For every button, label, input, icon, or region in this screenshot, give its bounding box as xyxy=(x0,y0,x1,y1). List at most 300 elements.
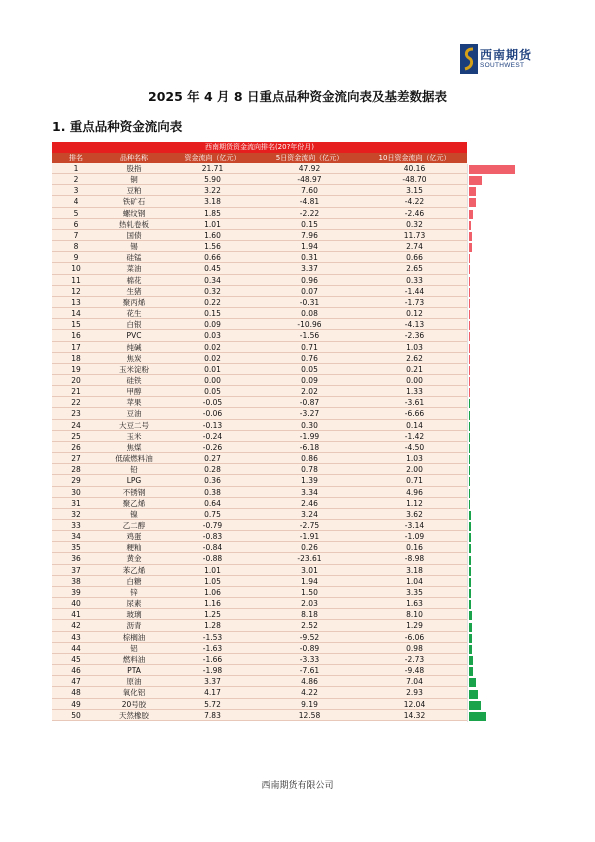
flow-10d-cell: 40.16 xyxy=(403,164,426,173)
name-cell: 花生 xyxy=(126,309,142,319)
table-row xyxy=(52,174,467,185)
rank-cell: 4 xyxy=(73,197,79,207)
rank-cell: 5 xyxy=(73,208,79,218)
rank-cell: 42 xyxy=(71,621,81,631)
table-row xyxy=(52,431,467,442)
name-cell: 铅 xyxy=(130,465,138,475)
flow-bar xyxy=(469,366,470,375)
table-row xyxy=(52,275,467,286)
rank-cell: 6 xyxy=(73,219,79,229)
name-cell: 天然橡胶 xyxy=(119,710,149,720)
table-row xyxy=(52,576,467,587)
rank-cell: 34 xyxy=(71,532,81,542)
flow-5d-cell: -1.99 xyxy=(299,431,320,441)
flow-bar xyxy=(469,288,470,297)
flow-cell: 0.38 xyxy=(204,487,221,497)
flow-5d-cell: 7.96 xyxy=(301,230,318,240)
flow-cell: 1.25 xyxy=(204,610,221,620)
table-row xyxy=(52,308,467,319)
flow-10d-cell: 1.12 xyxy=(406,498,423,508)
flow-cell: 0.34 xyxy=(204,275,221,285)
rank-cell: 49 xyxy=(71,699,81,709)
header-flow-5d: 5日资金流向（亿元） xyxy=(275,154,344,162)
name-cell: 白银 xyxy=(126,320,142,330)
flow-cell: 5.72 xyxy=(204,699,221,709)
flow-bar xyxy=(469,265,470,274)
flow-bar xyxy=(469,254,470,263)
flow-bar xyxy=(469,176,482,185)
flow-5d-cell: 0.76 xyxy=(301,353,318,363)
table-row xyxy=(52,353,467,364)
flow-cell: 0.01 xyxy=(204,364,221,374)
flow-5d-cell: 0.09 xyxy=(301,375,318,385)
table-row xyxy=(52,710,467,721)
flow-bar xyxy=(469,500,470,509)
table-row xyxy=(52,565,467,576)
flow-cell: -1.98 xyxy=(202,666,223,676)
flow-cell: 3.22 xyxy=(204,186,221,196)
flow-5d-cell: 4.22 xyxy=(301,688,318,698)
name-cell: 铁矿石 xyxy=(122,197,146,207)
rank-cell: 24 xyxy=(71,420,81,430)
name-cell: 棕榈油 xyxy=(122,632,146,642)
flow-10d-cell: -3.14 xyxy=(404,521,425,530)
rank-cell: 27 xyxy=(71,454,81,464)
flow-5d-cell: 2.03 xyxy=(301,599,318,609)
name-cell: 螺纹钢 xyxy=(122,208,146,218)
flow-bar xyxy=(469,522,471,531)
flow-10d-cell: -4.13 xyxy=(404,320,425,330)
flow-5d-cell: 0.08 xyxy=(301,309,318,319)
rank-cell: 18 xyxy=(71,353,81,363)
rank-cell: 45 xyxy=(71,654,81,664)
name-cell: 苹果 xyxy=(126,398,142,408)
rank-cell: 16 xyxy=(71,331,81,341)
rank-cell: 38 xyxy=(71,576,81,586)
rank-cell: 41 xyxy=(71,610,81,620)
name-cell: 粳籼 xyxy=(126,543,142,553)
flow-cell: 0.36 xyxy=(204,476,221,486)
header-flow: 资金流向（亿元） xyxy=(184,154,241,162)
flow-cell: -0.83 xyxy=(202,532,223,542)
flow-bar xyxy=(469,567,471,576)
rank-cell: 13 xyxy=(71,297,81,307)
flow-cell: 0.75 xyxy=(204,509,221,519)
flow-10d-cell: 0.00 xyxy=(406,375,423,385)
name-cell: 纯碱 xyxy=(126,342,142,352)
flow-cell: 1.60 xyxy=(204,230,221,240)
flow-bar xyxy=(469,332,470,341)
flow-5d-cell: 0.05 xyxy=(301,364,318,374)
flow-bar xyxy=(469,634,472,643)
flow-bar xyxy=(469,232,472,241)
rank-cell: 29 xyxy=(71,476,81,486)
rank-cell: 35 xyxy=(71,543,81,553)
name-cell: 氧化铝 xyxy=(122,688,146,698)
name-cell: 玉米淀粉 xyxy=(119,364,149,374)
flow-10d-cell: 0.33 xyxy=(406,275,423,285)
flow-cell: 0.03 xyxy=(204,331,221,341)
flow-10d-cell: 1.29 xyxy=(406,621,423,631)
flow-bar xyxy=(469,690,478,699)
table-row xyxy=(52,453,467,464)
flow-bar xyxy=(469,243,472,252)
flow-10d-cell: -1.09 xyxy=(404,532,425,542)
flow-5d-cell: 2.46 xyxy=(301,498,318,508)
table-row xyxy=(52,185,467,196)
flow-10d-cell: -4.22 xyxy=(404,197,425,207)
rank-cell: 22 xyxy=(71,398,81,408)
flow-bar xyxy=(469,678,476,687)
name-cell: 甲醇 xyxy=(126,387,142,397)
flow-cell: 3.37 xyxy=(204,677,221,687)
flow-bar xyxy=(469,556,471,565)
rank-cell: 32 xyxy=(71,509,81,519)
flow-5d-cell: 0.78 xyxy=(301,465,318,475)
name-cell: 乙二醇 xyxy=(122,521,146,530)
flow-cell: 0.09 xyxy=(204,320,221,330)
table-row xyxy=(52,487,467,498)
table-row xyxy=(52,252,467,263)
rank-cell: 31 xyxy=(71,498,81,508)
flow-10d-cell: -2.73 xyxy=(404,654,425,664)
flow-cell: 1.28 xyxy=(204,621,221,631)
flow-bar xyxy=(469,310,470,319)
flow-bar xyxy=(469,355,470,364)
flow-bar xyxy=(469,422,470,431)
name-cell: 燃料油 xyxy=(122,654,146,664)
table-row xyxy=(52,163,467,174)
table-row xyxy=(52,587,467,598)
flow-cell: -0.26 xyxy=(202,442,223,452)
name-cell: 生猪 xyxy=(126,286,142,296)
flow-cell: 1.01 xyxy=(204,219,221,229)
flow-bar xyxy=(469,489,470,498)
name-cell: PTA xyxy=(127,666,141,676)
flow-5d-cell: -7.61 xyxy=(299,666,320,676)
flow-bar xyxy=(469,701,481,710)
flow-5d-cell: 0.96 xyxy=(301,275,318,285)
flow-10d-cell: 3.35 xyxy=(406,587,423,597)
header-name: 品种名称 xyxy=(120,154,148,162)
rank-cell: 40 xyxy=(71,599,81,609)
flow-5d-cell: 3.37 xyxy=(301,264,318,274)
rank-cell: 28 xyxy=(71,465,81,475)
table-body xyxy=(52,163,467,721)
name-cell: 锡 xyxy=(130,242,138,252)
rank-cell: 19 xyxy=(71,364,81,374)
rank-cell: 2 xyxy=(73,175,79,185)
flow-5d-cell: 3.01 xyxy=(301,565,318,575)
flow-bar xyxy=(469,656,473,665)
flow-bar xyxy=(469,455,470,464)
flow-cell: 0.66 xyxy=(204,253,221,263)
name-cell: 玉米 xyxy=(126,431,142,441)
flow-5d-cell: 2.02 xyxy=(301,387,318,397)
name-cell: 原油 xyxy=(126,677,142,687)
name-cell: 焦炭 xyxy=(126,353,142,363)
name-cell: 低硫燃料油 xyxy=(115,454,153,464)
table-row xyxy=(52,408,467,419)
flow-cell: 0.27 xyxy=(204,454,221,464)
flow-10d-cell: 1.03 xyxy=(406,342,423,352)
flow-bar xyxy=(469,388,470,397)
flow-10d-cell: -6.66 xyxy=(404,409,425,419)
flow-cell: 4.17 xyxy=(204,688,221,698)
flow-10d-cell: 3.18 xyxy=(406,565,423,575)
table-title: 西南期货资金流向排名(20?年份月) xyxy=(52,142,467,153)
flow-bar xyxy=(469,712,486,721)
flow-bar xyxy=(469,399,470,408)
table-row xyxy=(52,241,467,252)
flow-10d-cell: 0.32 xyxy=(406,219,423,229)
flow-bar xyxy=(469,623,472,632)
flow-bar xyxy=(469,589,471,598)
name-cell: 股指 xyxy=(126,164,142,173)
table-row xyxy=(52,553,467,564)
rank-cell: 39 xyxy=(71,587,81,597)
rank-cell: 47 xyxy=(71,677,81,687)
rank-cell: 1 xyxy=(73,164,79,173)
logo-mark-icon xyxy=(460,44,478,74)
name-cell: 硅锰 xyxy=(126,253,142,263)
flow-bar xyxy=(469,321,470,330)
flow-5d-cell: -3.33 xyxy=(299,654,320,664)
table-row xyxy=(52,542,467,553)
flow-5d-cell: -0.89 xyxy=(299,643,320,653)
rank-cell: 10 xyxy=(71,264,81,274)
flow-10d-cell: -2.46 xyxy=(404,208,425,218)
flow-5d-cell: -1.91 xyxy=(299,532,320,542)
flow-bar xyxy=(469,377,470,386)
rank-cell: 15 xyxy=(71,320,81,330)
table-row xyxy=(52,598,467,609)
flow-cell: 1.16 xyxy=(204,599,221,609)
flow-5d-cell: 0.26 xyxy=(301,543,318,553)
flow-cell: 0.45 xyxy=(204,264,221,274)
rank-cell: 37 xyxy=(71,565,81,575)
flow-10d-cell: -9.48 xyxy=(404,666,425,676)
table-row xyxy=(52,208,467,219)
flow-5d-cell: -0.87 xyxy=(299,398,320,408)
table-row xyxy=(52,687,467,698)
flow-bar xyxy=(469,600,471,609)
flow-5d-cell: 7.60 xyxy=(301,186,318,196)
flow-5d-cell: 4.86 xyxy=(301,677,318,687)
name-cell: 锌 xyxy=(130,587,138,597)
name-cell: 大豆二号 xyxy=(119,420,149,430)
flow-cell: -0.05 xyxy=(202,398,223,408)
flow-10d-cell: 1.04 xyxy=(406,576,423,586)
flow-cell: 0.05 xyxy=(204,387,221,397)
flow-10d-cell: 2.65 xyxy=(406,264,423,274)
flow-10d-cell: -8.98 xyxy=(404,554,425,564)
table-row xyxy=(52,196,467,207)
rank-cell: 17 xyxy=(71,342,81,352)
flow-10d-cell: 2.74 xyxy=(406,242,423,252)
table-header xyxy=(52,153,467,163)
rank-cell: 46 xyxy=(71,666,81,676)
name-cell: PVC xyxy=(126,331,142,341)
document-title: 2025 年 4 月 8 日重点品种资金流向表及基差数据表 xyxy=(148,89,447,104)
flow-10d-cell: 3.62 xyxy=(406,509,423,519)
name-cell: 国债 xyxy=(126,230,142,240)
flow-bar xyxy=(469,198,476,207)
rank-cell: 50 xyxy=(71,710,81,720)
flow-10d-cell: 7.04 xyxy=(406,677,423,687)
table-row xyxy=(52,498,467,509)
table-row xyxy=(52,632,467,643)
flow-cell: 0.64 xyxy=(204,498,221,508)
flow-10d-cell: -1.44 xyxy=(404,286,425,296)
table-row xyxy=(52,509,467,520)
flow-5d-cell: -2.22 xyxy=(299,208,320,218)
name-cell: 菜油 xyxy=(126,264,142,274)
flow-5d-cell: 2.52 xyxy=(301,621,318,631)
flow-5d-cell: -9.52 xyxy=(299,632,320,642)
header-flow-10d: 10日资金流向（亿元） xyxy=(378,154,451,162)
company-logo xyxy=(460,44,542,76)
flow-5d-cell: -48.97 xyxy=(297,175,322,185)
flow-bar xyxy=(469,667,473,676)
flow-cell: -1.66 xyxy=(202,654,223,664)
flow-bar-column xyxy=(467,164,519,722)
flow-cell: -0.88 xyxy=(202,554,223,564)
flow-cell: 0.22 xyxy=(204,297,221,307)
flow-cell: 1.06 xyxy=(204,587,221,597)
table-row xyxy=(52,531,467,542)
rank-cell: 12 xyxy=(71,286,81,296)
table-row xyxy=(52,420,467,431)
name-cell: 20号胶 xyxy=(121,699,147,709)
table-row xyxy=(52,464,467,475)
table-row xyxy=(52,319,467,330)
table-row xyxy=(52,699,467,710)
rank-cell: 26 xyxy=(71,442,81,452)
flow-10d-cell: 11.73 xyxy=(403,230,426,240)
name-cell: LPG xyxy=(126,476,142,486)
table-row xyxy=(52,286,467,297)
flow-5d-cell: 0.30 xyxy=(301,420,318,430)
rank-cell: 43 xyxy=(71,632,81,642)
flow-10d-cell: 2.93 xyxy=(406,688,423,698)
flow-10d-cell: 1.03 xyxy=(406,454,423,464)
table-row xyxy=(52,520,467,531)
flow-10d-cell: 1.63 xyxy=(406,599,423,609)
table-row xyxy=(52,397,467,408)
name-cell: 尿素 xyxy=(126,599,142,609)
flow-10d-cell: 0.98 xyxy=(406,643,423,653)
flow-bar xyxy=(469,344,470,353)
section-title: 1. 重点品种资金流向表 xyxy=(52,119,183,134)
flow-bar xyxy=(469,511,471,520)
flow-5d-cell: 0.15 xyxy=(301,219,318,229)
name-cell: 不锈钢 xyxy=(122,487,146,497)
capital-flow-table xyxy=(52,142,467,721)
flow-cell: 0.15 xyxy=(204,309,221,319)
rank-cell: 23 xyxy=(71,409,81,419)
flow-10d-cell: 14.32 xyxy=(403,710,426,720)
name-cell: 棉花 xyxy=(126,275,142,285)
flow-5d-cell: -4.81 xyxy=(299,197,320,207)
table-row xyxy=(52,665,467,676)
flow-cell: 0.02 xyxy=(204,353,221,363)
flow-5d-cell: 8.18 xyxy=(301,610,318,620)
rank-cell: 14 xyxy=(71,309,81,319)
flow-5d-cell: 0.86 xyxy=(301,454,318,464)
flow-cell: -1.53 xyxy=(202,632,223,642)
rank-cell: 8 xyxy=(73,242,79,252)
flow-bar xyxy=(469,611,472,620)
flow-bar xyxy=(469,411,470,420)
flow-5d-cell: -10.96 xyxy=(297,320,322,330)
flow-cell: -0.06 xyxy=(202,409,223,419)
flow-5d-cell: 1.94 xyxy=(301,576,318,586)
flow-bar xyxy=(469,533,471,542)
name-cell: 沥青 xyxy=(126,621,142,631)
name-cell: 铝 xyxy=(130,643,138,653)
rank-cell: 7 xyxy=(73,230,79,240)
flow-5d-cell: 3.24 xyxy=(301,509,318,519)
flow-cell: 0.00 xyxy=(204,375,221,385)
flow-cell: 1.56 xyxy=(204,242,221,252)
flow-5d-cell: -2.75 xyxy=(299,521,320,530)
flow-bar xyxy=(469,433,470,442)
table-row xyxy=(52,219,467,230)
flow-bar xyxy=(469,187,476,196)
name-cell: 镍 xyxy=(130,509,138,519)
flow-cell: 21.71 xyxy=(201,164,224,173)
name-cell: 玻璃 xyxy=(126,610,142,620)
table-row xyxy=(52,643,467,654)
flow-bar xyxy=(469,165,515,174)
table-row xyxy=(52,475,467,486)
footer-company: 西南期货有限公司 xyxy=(261,781,334,791)
flow-5d-cell: 0.07 xyxy=(301,286,318,296)
flow-10d-cell: -4.50 xyxy=(404,442,425,452)
name-cell: 聚丙烯 xyxy=(122,297,146,307)
rank-cell: 25 xyxy=(71,431,81,441)
flow-cell: 0.28 xyxy=(204,465,221,475)
flow-cell: -0.24 xyxy=(202,431,223,441)
flow-5d-cell: 1.94 xyxy=(301,242,318,252)
flow-cell: 0.32 xyxy=(204,286,221,296)
table-row xyxy=(52,263,467,274)
flow-cell: 3.18 xyxy=(204,197,221,207)
flow-bar xyxy=(469,645,472,654)
flow-5d-cell: 0.71 xyxy=(301,342,318,352)
flow-10d-cell: 1.33 xyxy=(406,387,423,397)
flow-5d-cell: 0.31 xyxy=(301,253,318,263)
table-row xyxy=(52,654,467,665)
table-row xyxy=(52,364,467,375)
flow-5d-cell: 12.58 xyxy=(298,710,321,720)
table-row xyxy=(52,609,467,620)
rank-cell: 20 xyxy=(71,375,81,385)
flow-5d-cell: -6.18 xyxy=(299,442,320,452)
flow-10d-cell: 0.71 xyxy=(406,476,423,486)
table-row xyxy=(52,442,467,453)
name-cell: 苯乙烯 xyxy=(122,565,146,575)
header-rank: 排名 xyxy=(69,154,83,162)
flow-bar xyxy=(469,299,470,308)
table-row xyxy=(52,330,467,341)
name-cell: 鸡蛋 xyxy=(126,532,142,542)
rank-cell: 44 xyxy=(71,643,81,653)
rank-cell: 33 xyxy=(71,521,81,530)
flow-10d-cell: 0.21 xyxy=(406,364,423,374)
name-cell: 聚乙烯 xyxy=(122,498,146,508)
